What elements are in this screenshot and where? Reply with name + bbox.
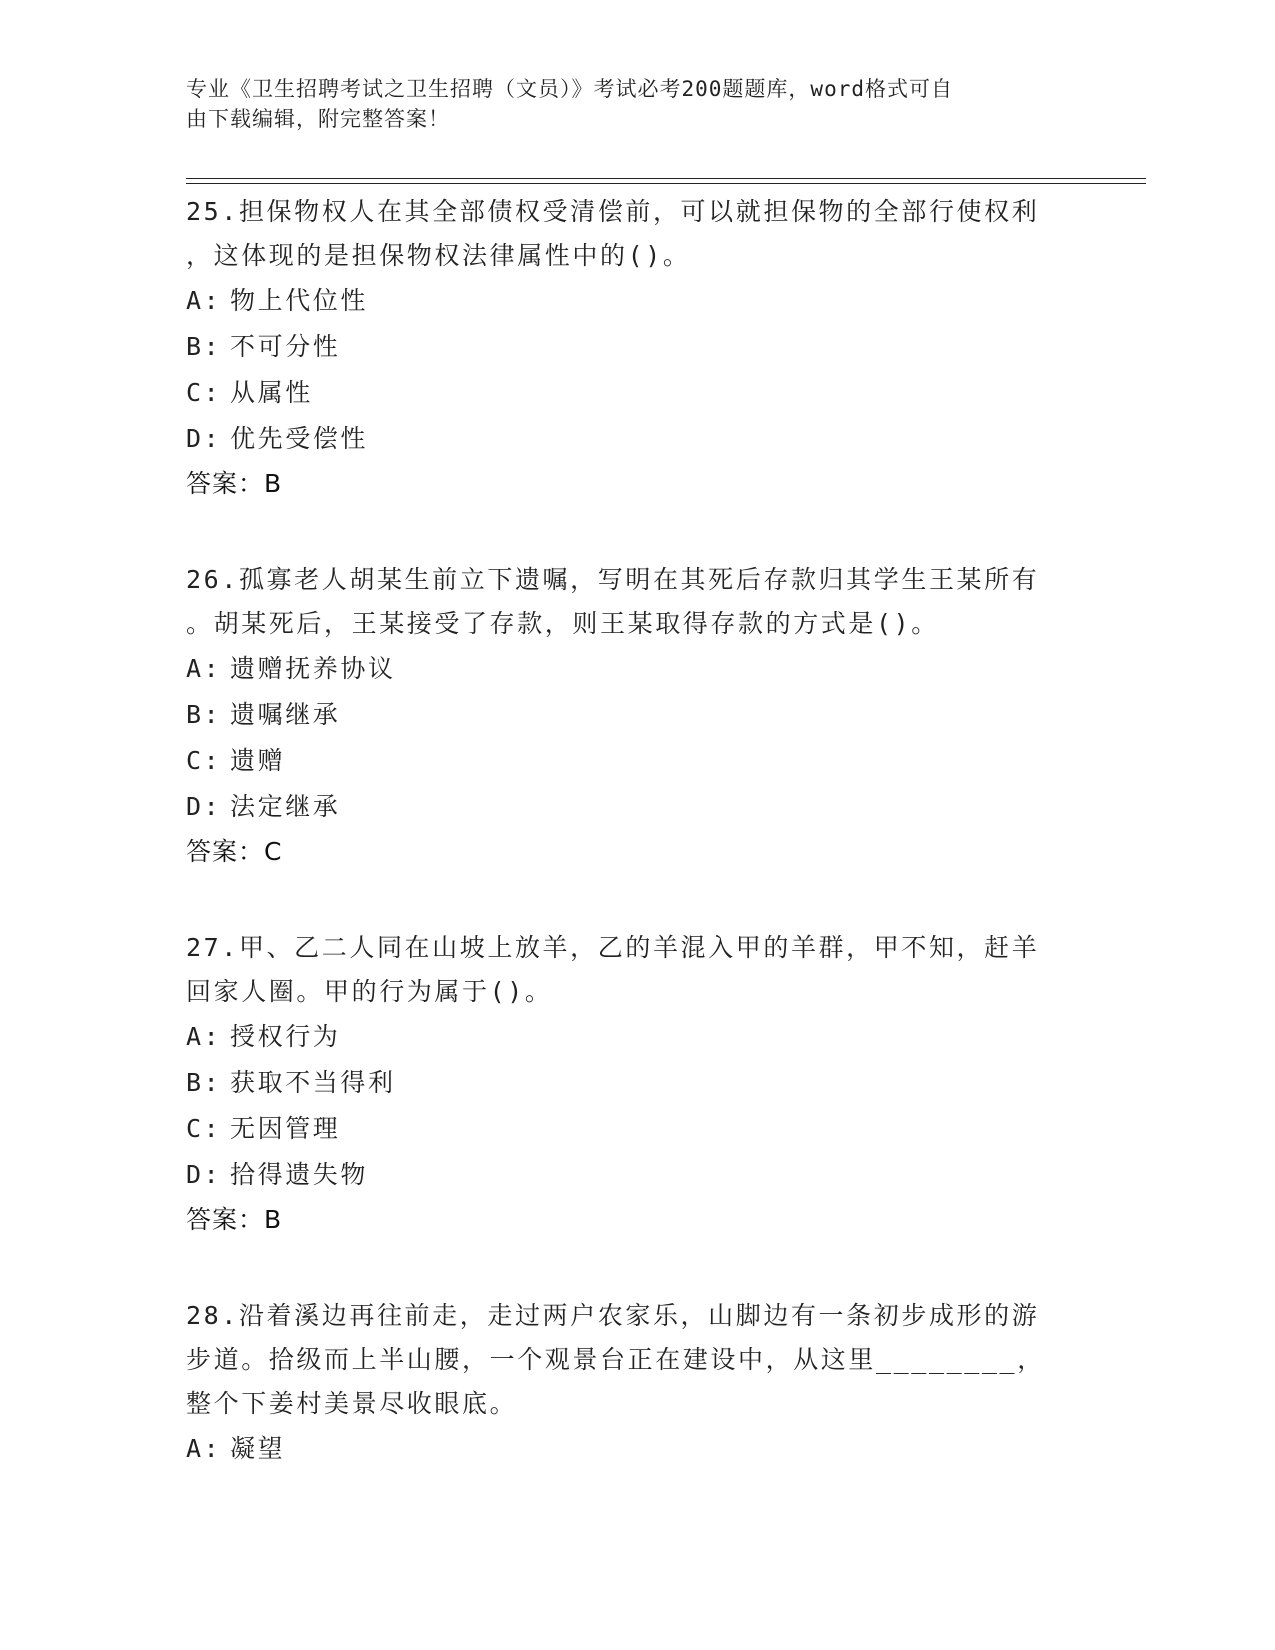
answer-option <box>186 784 1086 830</box>
answer-option <box>186 1152 1086 1198</box>
answer-option <box>186 1060 1086 1106</box>
header-line-1: 专业《卫生招聘考试之卫生招聘（文员）》考试必考200题题库，word格式可自 <box>186 77 953 101</box>
option-text: 拾得遗失物 <box>230 1160 369 1189</box>
header-line-2: 由下载编辑，附完整答案！ <box>186 107 450 131</box>
option-letter: A: <box>186 1434 222 1463</box>
option-text: 遗赠 <box>230 746 286 775</box>
document-header <box>186 74 1066 134</box>
option-letter: A: <box>186 1022 222 1051</box>
option-letter: B: <box>186 1068 222 1097</box>
answer-label: 答案： <box>186 469 265 498</box>
question-stem-line: 26.孤寡老人胡某生前立下遗嘱，写明在其死后存款归其学生王某所有 <box>186 565 1040 594</box>
question-block <box>186 926 1086 1242</box>
answer-label: 答案： <box>186 837 265 866</box>
answer-value: C <box>264 837 283 866</box>
answer-option <box>186 738 1086 784</box>
option-letter: C: <box>186 1114 222 1143</box>
answer-option <box>186 1014 1086 1060</box>
option-letter: A: <box>186 286 222 315</box>
question-list <box>186 190 1086 1524</box>
answer-option <box>186 416 1086 462</box>
option-letter: D: <box>186 424 222 453</box>
question-stem-line: 步道。拾级而上半山腰，一个观景台正在建设中，从这里________， <box>186 1345 1045 1374</box>
answer-option <box>186 1106 1086 1152</box>
question-block <box>186 1294 1086 1472</box>
option-letter: D: <box>186 1160 222 1189</box>
option-text: 物上代位性 <box>230 286 369 315</box>
answer-option <box>186 278 1086 324</box>
option-text: 凝望 <box>230 1434 286 1463</box>
option-text: 遗嘱继承 <box>230 700 341 729</box>
option-text: 无因管理 <box>230 1114 341 1143</box>
question-stem-line: 28.沿着溪边再往前走，走过两户农家乐，山脚边有一条初步成形的游 <box>186 1301 1040 1330</box>
answer-key <box>186 830 1086 874</box>
answer-value: B <box>264 1205 283 1234</box>
answer-option <box>186 692 1086 738</box>
answer-option <box>186 370 1086 416</box>
answer-label: 答案： <box>186 1205 265 1234</box>
question-stem-line: 。胡某死后，王某接受了存款，则王某取得存款的方式是()。 <box>186 609 939 638</box>
question-stem-line: ，这体现的是担保物权法律属性中的()。 <box>186 241 691 270</box>
answer-key <box>186 1198 1086 1242</box>
option-text: 优先受偿性 <box>230 424 369 453</box>
answer-option <box>186 1426 1086 1472</box>
option-text: 法定继承 <box>230 792 341 821</box>
option-text: 遗赠抚养协议 <box>230 654 396 683</box>
option-text: 从属性 <box>230 378 313 407</box>
answer-value: B <box>264 469 283 498</box>
question-stem-line: 回家人圈。甲的行为属于()。 <box>186 977 553 1006</box>
header-divider-bottom <box>186 183 1146 184</box>
question-block <box>186 190 1086 506</box>
option-letter: B: <box>186 332 222 361</box>
question-block <box>186 558 1086 874</box>
option-letter: C: <box>186 378 222 407</box>
question-stem-line: 25.担保物权人在其全部债权受清偿前，可以就担保物的全部行使权利 <box>186 197 1040 226</box>
answer-option <box>186 324 1086 370</box>
question-stem-line: 整个下姜村美景尽收眼底。 <box>186 1389 518 1418</box>
option-letter: C: <box>186 746 222 775</box>
header-divider-top <box>186 178 1146 179</box>
option-text: 授权行为 <box>230 1022 341 1051</box>
answer-option <box>186 646 1086 692</box>
option-text: 不可分性 <box>230 332 341 361</box>
answer-key <box>186 462 1086 506</box>
option-text: 获取不当得利 <box>230 1068 396 1097</box>
question-stem-line: 27.甲、乙二人同在山坡上放羊，乙的羊混入甲的羊群，甲不知，赶羊 <box>186 933 1040 962</box>
option-letter: B: <box>186 700 222 729</box>
option-letter: D: <box>186 792 222 821</box>
option-letter: A: <box>186 654 222 683</box>
